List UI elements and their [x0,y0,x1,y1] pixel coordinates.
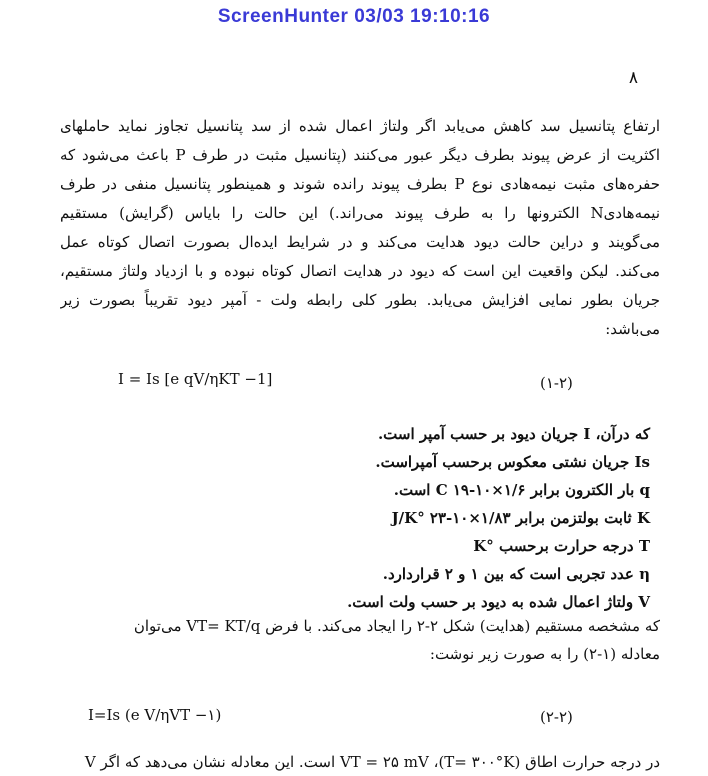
definition-item: که درآن، I جریان دیود بر حسب آمپر است. [377,425,650,443]
screenshot-banner: ScreenHunter 03/03 19:10:16 [217,6,491,27]
text-line: در درجه حرارت اطاق (T= ۳۰۰°K)، VT = ۲۵ mV است. این معادله نشان می‌دهد که اگر V [84,753,660,771]
definitions-list [347,420,650,616]
text-line: می‌گویند و دراین حالت دیود هدایت می‌کند و در شرایط ایده‌ال بصورت اتصال کوتاه عمل [60,233,660,251]
text-line: ارتفاع پتانسیل سد کاهش می‌یابد اگر ولتاژ اعمال شده از سد پتانسیل تجاوز نماید حاملهای [60,117,660,135]
definition-item: T درجه حرارت برحسب °K [473,537,650,555]
text-line: جریان بطور نمایی افزایش می‌یابد. بطور کلی رابطه ولت - آمپر دیود تقریباً بصورت زیر [60,291,660,309]
text-line: معادله (۱-۲) را به صورت زیر نوشت: [429,645,660,663]
definition-item: q بار الکترون برابر C ۱۹-۱۰×۱/۶ است. [393,481,650,499]
text-line: می‌کند. لیکن واقعیت این است که دیود در هدایت اتصال کوتاه نبوده و با ازدیاد ولتاژ مستقیم، [60,262,660,280]
equation-2: I=Is (e V/ηVT −۱) [88,706,222,724]
definition-item: V ولتاژ اعمال شده به دیود بر حسب ولت است. [347,593,650,611]
equation-1: I = Is [e qV/ηKT −1] [118,370,273,388]
text-line: می‌باشد: [605,320,660,338]
definition-item: η عدد تجربی است که بین ۱ و ۲ قراردارد. [382,565,650,583]
paragraph-3 [60,748,660,776]
paragraph-2 [60,612,660,668]
text-line: نیمه‌هادیN الکترونها را به طرف پیوند می‌راند.) این حالت را بایاس (گرایش) مستقیم [60,204,660,222]
definition-item: Is جریان نشتی معکوس برحسب آمپراست. [375,453,650,471]
definition-item: K ثابت بولتزمن برابر J/K° ۲۳-۱۰×۱/۸۳ [391,509,650,527]
text-line: اکثریت از عرض پیوند بطرف دیگر عبور می‌کنند (پتانسیل مثبت در طرف P باعث می‌شود که [60,146,660,164]
paragraph-1 [60,112,660,344]
text-line: حفره‌های مثبت نیمه‌هادی نوع P بطرف پیوند رانده شوند و همینطور پتانسیل منفی در طرف [60,175,660,193]
equation-2-label: (۲-۲) [540,708,573,726]
page-number: ۸ [628,68,638,88]
equation-1-label: (۱-۲) [540,374,573,392]
text-line: که مشخصه مستقیم (هدایت) شکل ۲-۲ را ایجاد می‌کند. با فرض VT= KT/q می‌توان [133,617,660,635]
